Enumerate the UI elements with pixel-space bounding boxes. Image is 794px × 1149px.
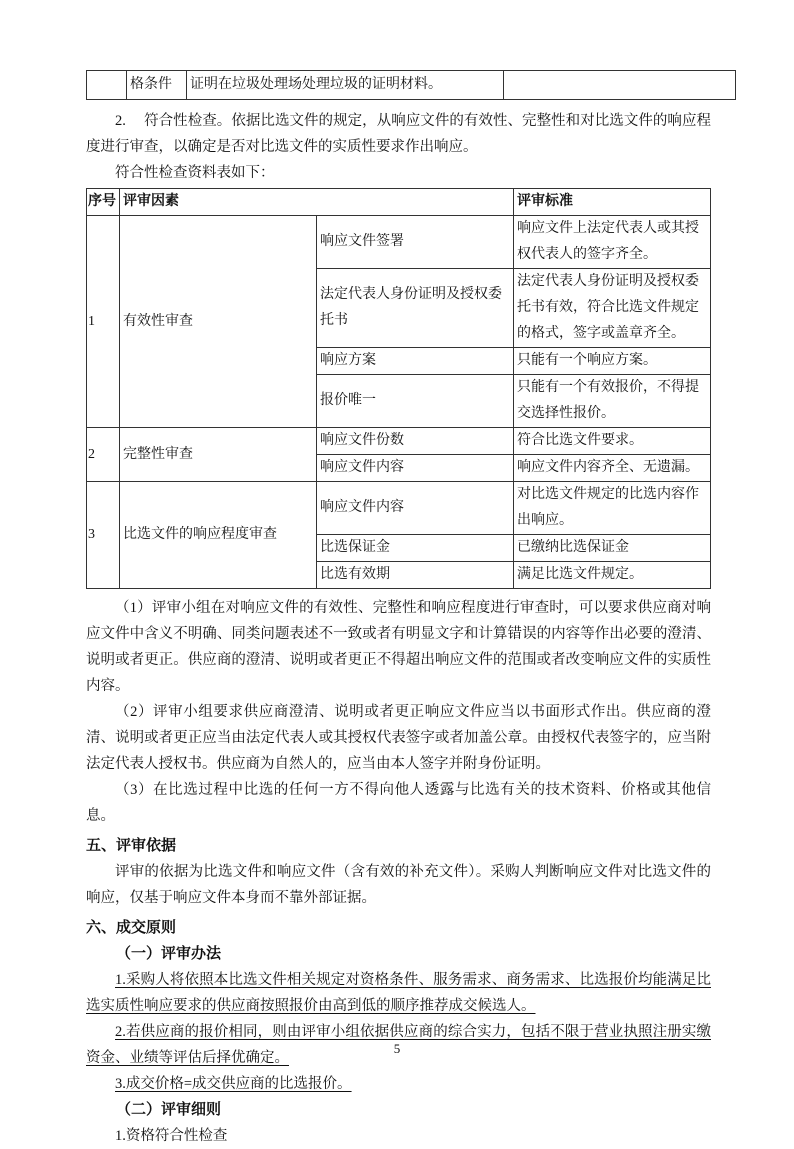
paragraph-rule-2: 2.若供应商的报价相同，则由评审小组依据供应商的综合实力，包括不限于营业执照注册实缴资金、业绩等评估后择优确定。: [86, 1024, 711, 1066]
cell-factor: 响应方案: [317, 348, 514, 375]
cell-standard: 响应文件内容齐全、无遗漏。: [514, 455, 711, 482]
table-cell-empty: [87, 71, 127, 100]
cell-factor: 报价唯一: [317, 375, 514, 428]
cell-standard: 满足比选文件规定。: [514, 562, 711, 589]
table-header-row: [87, 189, 711, 216]
paragraph-qualification-check: 1.资格符合性检查: [115, 1128, 228, 1144]
qualification-table-continuation: [86, 70, 736, 100]
table-row: [87, 216, 711, 269]
table-cell-empty: [504, 71, 736, 100]
table-row: [87, 428, 711, 455]
subsection-heading-evaluation-method: （一）评审办法: [116, 946, 222, 962]
cell-factor: 响应文件内容: [317, 455, 514, 482]
paragraph-rule-3: 3.成交价格=成交供应商的比选报价。: [115, 1076, 352, 1092]
cell-standard: 符合比选文件要求。: [514, 428, 711, 455]
paragraph-compliance-check: 2. 符合性检查。依据比选文件的规定，从响应文件的有效性、完整性和对比选文件的响应程度进行审查，以确定是否对比选文件的实质性要求作出响应。: [86, 113, 711, 155]
cell-factor: 响应文件份数: [317, 428, 514, 455]
cell-standard: 法定代表人身份证明及授权委托书有效，符合比选文件规定的格式，签字或盖章齐全。: [514, 269, 711, 348]
cell-standard: 只能有一个有效报价，不得提交选择性报价。: [514, 375, 711, 428]
paragraph-table-lead: 符合性检查资料表如下：: [115, 165, 275, 181]
compliance-check-table: [86, 188, 711, 589]
header-cell-standard: 评审标准: [514, 189, 711, 216]
paragraph-clarification-3: （3）在比选过程中比选的任何一方不得向他人透露与比选有关的技术资料、价格或其他信息。: [86, 782, 711, 824]
cell-standard: 只能有一个响应方案。: [514, 348, 711, 375]
paragraph-evaluation-basis: 评审的依据为比选文件和响应文件（含有效的补充文件）。采购人判断响应文件对比选文件的响应，仅基于响应文件本身而不靠外部证据。: [86, 864, 711, 906]
page-number: 5: [393, 1041, 401, 1056]
table-cell-standard: 证明在垃圾处理场处理垃圾的证明材料。: [187, 71, 504, 100]
cell-standard: 响应文件上法定代表人或其授权代表人的签字齐全。: [514, 216, 711, 269]
cell-factor: 响应文件签署: [317, 216, 514, 269]
paragraph-rule-1: 1.采购人将依照本比选文件相关规定对资格条件、服务需求、商务需求、比选报价均能满足比选实质性响应要求的供应商按照报价由高到低的顺序推荐成交候选人。: [86, 972, 711, 1014]
table-row: [87, 482, 711, 535]
cell-factor: 比选有效期: [317, 562, 514, 589]
paragraph-clarification-1: （1）评审小组在对响应文件的有效性、完整性和响应程度进行审查时，可以要求供应商对响应文件中含义不明确、同类问题表述不一致或者有明显文字和计算错误的内容等作出必要的澄清、说明或者更正。供应商的澄清、说明或者更正不得超出响应文件的范围或者改变响应文件的实质性内容。: [86, 600, 711, 694]
paragraph-clarification-2: （2）评审小组要求供应商澄清、说明或者更正响应文件应当以书面形式作出。供应商的澄清、说明或者更正应当由法定代表人或其授权代表签字或者加盖公章。由授权代表签字的，应当附法定代表人授权书。供应商为自然人的，应当由本人签字并附身份证明。: [86, 704, 711, 772]
cell-group-no: 3: [87, 482, 120, 589]
cell-factor: 法定代表人身份证明及授权委托书: [317, 269, 514, 348]
cell-group-no: 1: [87, 216, 120, 428]
cell-standard: 已缴纳比选保证金: [514, 535, 711, 562]
section-heading-evaluation-basis: 五、评审依据: [86, 838, 177, 854]
cell-group-category: 完整性审查: [120, 428, 317, 482]
cell-factor: 响应文件内容: [317, 482, 514, 535]
table-row: [87, 71, 736, 100]
cell-group-no: 2: [87, 428, 120, 482]
page-content: [86, 70, 711, 1149]
cell-group-category: 有效性审查: [120, 216, 317, 428]
cell-factor: 比选保证金: [317, 535, 514, 562]
subsection-heading-evaluation-details: （二）评审细则: [116, 1102, 222, 1118]
cell-standard: 对比选文件规定的比选内容作出响应。: [514, 482, 711, 535]
header-cell-no: 序号: [87, 189, 120, 216]
section-heading-award-principles: 六、成交原则: [86, 920, 177, 936]
cell-group-category: 比选文件的响应程度审查: [120, 482, 317, 589]
header-cell-factor: 评审因素: [120, 189, 514, 216]
table-cell-factor: 格条件: [127, 71, 187, 100]
